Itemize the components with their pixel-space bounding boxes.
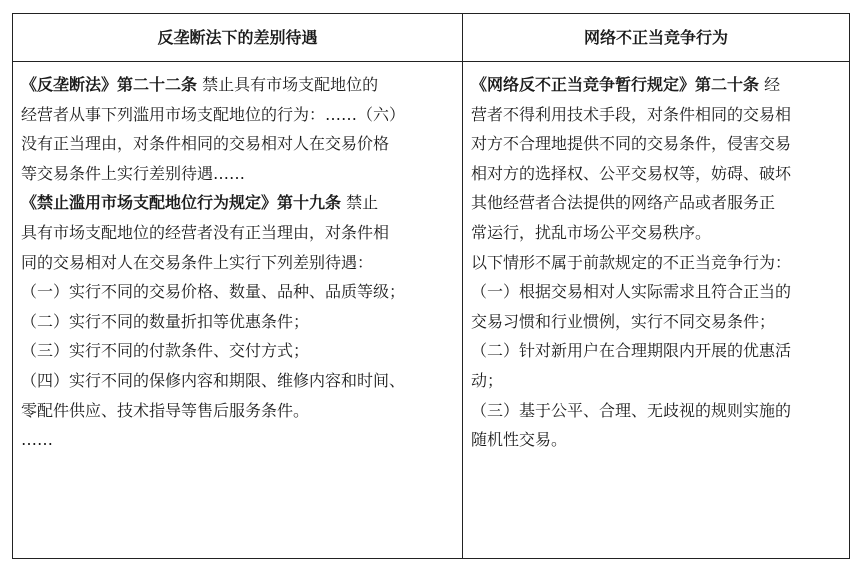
text-line: 等交易条件上实行差别待遇……	[21, 163, 246, 183]
column-divider	[462, 14, 463, 558]
text-line: （三）实行不同的付款条件、交付方式；	[21, 341, 310, 361]
text-line: 没有正当理由，对条件相同的交易相对人在交易价格	[21, 134, 390, 154]
table-header-row	[13, 14, 849, 62]
text-line: 《网络反不正当竞争暂行规定》第二十条 经	[471, 75, 781, 94]
text-line: （二）实行不同的数量折扣等优惠条件；	[21, 311, 310, 331]
text-line: 《反垄断法》第二十二条 禁止具有市场支配地位的	[21, 75, 379, 94]
text-line: 《禁止滥用市场支配地位行为规定》第十九条 禁止	[21, 193, 379, 213]
text-line: 经营者从事下列滥用市场支配地位的行为：……（六）	[21, 104, 406, 124]
left-column-text	[21, 70, 457, 455]
text-line: 具有市场支配地位的经营者没有正当理由，对条件相	[21, 222, 390, 242]
text-line: 交易习惯和行业惯例，实行不同交易条件；	[471, 311, 776, 331]
text-line: （一）实行不同的交易价格、数量、品种、品质等级；	[21, 282, 406, 302]
header-right: 网络不正当竞争行为	[583, 28, 728, 47]
text-line: 相对方的选择权、公平交易权等，妨碍、破坏	[471, 163, 792, 183]
text-line: （三）基于公平、合理、无歧视的规则实施的	[471, 400, 792, 420]
text-line: 对方不合理地提供不同的交易条件，侵害交易	[471, 134, 792, 154]
text-line: 常运行，扰乱市场公平交易秩序。	[471, 222, 712, 242]
text-line: （二）针对新用户在合理期限内开展的优惠活	[471, 341, 792, 361]
text-line: 其他经营者合法提供的网络产品或者服务正	[471, 193, 776, 213]
text-line: （四）实行不同的保修内容和期限、维修内容和时间、	[21, 370, 406, 390]
comparison-table	[12, 13, 850, 559]
text-line: （一）根据交易相对人实际需求且符合正当的	[471, 282, 792, 302]
right-column-text	[471, 70, 847, 455]
text-line: 动；	[471, 370, 504, 390]
text-line: 零配件供应、技术指导等售后服务条件。	[21, 400, 310, 420]
header-left: 反垄断法下的差别待遇	[157, 28, 318, 47]
text-line: 营者不得利用技术手段，对条件相同的交易相	[471, 104, 792, 124]
text-line: 以下情形不属于前款规定的不正当竞争行为：	[471, 252, 792, 272]
text-line: ……	[21, 430, 53, 450]
text-line: 同的交易相对人在交易条件上实行下列差别待遇：	[21, 252, 374, 272]
text-line: 随机性交易。	[471, 430, 568, 450]
